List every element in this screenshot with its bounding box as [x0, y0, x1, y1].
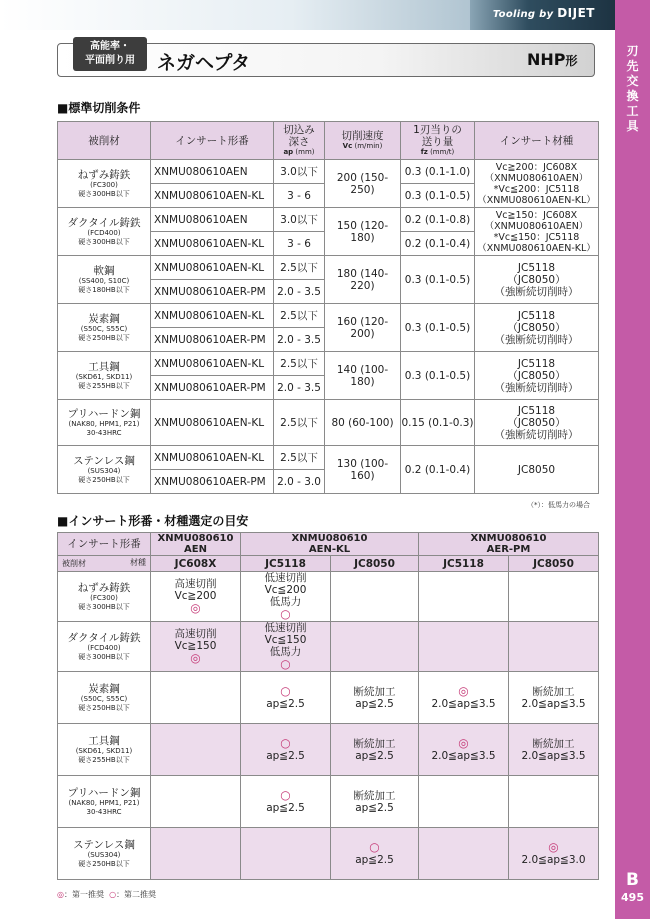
recommendation-cell	[419, 622, 509, 672]
grade-col-2: JC5118	[241, 556, 331, 572]
header-grade-label: 材種	[130, 558, 146, 567]
badge-line-2: 平面削り用	[85, 55, 135, 66]
recommendation-cell	[241, 672, 331, 724]
grade-selection-table	[57, 532, 599, 880]
side-char: 交	[626, 74, 639, 88]
grade-col-4: JC5118	[419, 556, 509, 572]
legend-second-symbol: ○	[109, 890, 117, 899]
feed-cell: 0.15 (0.1-0.3)	[401, 400, 475, 446]
recommendation-cell	[509, 672, 599, 724]
group-aen-l2: AEN	[184, 544, 207, 555]
grade-line: *Vc≦150：JC5118	[493, 231, 580, 243]
doc-cell: 2.5以下	[274, 256, 325, 280]
condition-text: ap≦2.5	[355, 749, 394, 762]
section-heading-grade-selection: ■インサート形番・材種選定の目安	[57, 514, 249, 528]
material-name: ステンレス鋼	[73, 838, 135, 851]
material-cell	[58, 446, 151, 494]
material-hardness: 30-43HRC	[86, 428, 122, 437]
grade-line: （強断続切削時）	[494, 285, 579, 298]
table-row	[58, 208, 599, 232]
table-row	[58, 446, 599, 470]
side-category-label	[615, 44, 650, 134]
recommendation-cell	[151, 828, 241, 880]
condition-text: 低馬力	[269, 596, 302, 608]
grade-line: （JC8050）	[507, 416, 566, 429]
legend-first-symbol: ◎	[57, 890, 64, 899]
header-speed-sym: Vc	[342, 142, 353, 150]
material-grade-code: (FCD400)	[87, 228, 121, 237]
group-aerpm-l1: XNMU080610	[470, 533, 547, 544]
condition-text: ap≦2.5	[355, 801, 394, 814]
material-name: 炭素鋼	[88, 682, 120, 695]
material-name: ステンレス鋼	[73, 454, 135, 467]
top-header-bar	[0, 0, 650, 30]
recommendation-cell	[241, 724, 331, 776]
table-row	[58, 828, 599, 880]
material-hardness: 硬さ250HB以下	[78, 703, 130, 712]
table-header-row	[58, 122, 599, 160]
condition-text: 2.0≦ap≦3.5	[431, 698, 496, 710]
series-code-text: NHP	[527, 50, 566, 69]
grade-line: JC5118	[517, 261, 556, 274]
recommendation-symbol: ◎	[190, 651, 201, 665]
table-row	[58, 256, 599, 280]
doc-cell: 2.5以下	[274, 446, 325, 470]
insert-cell: XNMU080610AEN-KL	[151, 304, 274, 328]
feed-cell: 0.2 (0.1-0.4)	[401, 446, 475, 494]
table-row	[58, 672, 599, 724]
material-name: 炭素鋼	[88, 312, 120, 325]
header-feed-sym: fz	[420, 148, 428, 156]
page-title: ネガヘプタ	[157, 52, 251, 74]
recommendation-symbol: ○	[280, 788, 291, 802]
grade-line: *Vc≦200：JC5118	[493, 183, 580, 195]
grade-cell	[475, 304, 599, 352]
group-aenkl-l1: XNMU080610	[291, 533, 368, 544]
header-doc-l1: 切込み	[283, 124, 315, 136]
material-cell	[58, 160, 151, 208]
recommendation-symbol: ◎	[548, 840, 559, 854]
material-grade-code: (SKD61, SKD11)	[75, 372, 133, 381]
material-grade-code: (FCD400)	[87, 643, 121, 652]
brand-logo	[470, 6, 595, 20]
material-cell	[58, 672, 151, 724]
feed-cell: 0.2 (0.1-0.8)	[401, 208, 475, 232]
insert-cell: XNMU080610AEN	[151, 208, 274, 232]
material-name: 工具鋼	[88, 360, 120, 373]
material-cell	[58, 828, 151, 880]
header-group-aen	[151, 533, 241, 556]
header-material-label: 被削材	[62, 559, 86, 568]
condition-text: ap≦2.5	[266, 750, 305, 762]
table-row	[58, 304, 599, 328]
grade-line: （XNMU080610AEN）	[484, 220, 589, 232]
header-speed-unit: (m/min)	[354, 142, 383, 150]
legend-first: ：第一推奨	[63, 890, 104, 899]
legend-second: ：第二推奨	[116, 890, 157, 899]
grade-cell	[475, 446, 599, 494]
doc-cell: 2.5以下	[274, 304, 325, 328]
grade-cell	[475, 160, 599, 208]
condition-text: Vc≧150	[174, 640, 217, 652]
side-char: 先	[626, 59, 639, 73]
recommendation-cell	[419, 828, 509, 880]
table-row	[58, 622, 599, 672]
brand-prefix: Tooling by	[492, 9, 554, 20]
grade-line: JC5118	[517, 357, 556, 370]
condition-text: 2.0≦ap≦3.5	[431, 750, 496, 762]
side-char: 工	[626, 104, 639, 118]
feed-cell: 0.3 (0.1-1.0)	[401, 160, 475, 184]
side-char: 刃	[626, 44, 639, 58]
recommendation-cell	[509, 572, 599, 622]
recommendation-cell	[509, 776, 599, 828]
condition-text: ap≦2.5	[266, 698, 305, 710]
grade-line: （JC8050）	[507, 273, 566, 286]
insert-cell: XNMU080610AEN-KL	[151, 184, 274, 208]
recommendation-cell	[419, 672, 509, 724]
recommendation-symbol: ○	[280, 684, 291, 698]
recommendation-cell	[419, 776, 509, 828]
material-hardness: 硬さ250HB以下	[78, 859, 130, 868]
condition-text: 高速切削	[174, 628, 217, 640]
material-grade-code: (FC300)	[90, 593, 118, 602]
group-aen-l1: XNMU080610	[157, 533, 234, 544]
material-grade-code: (FC300)	[90, 180, 118, 189]
recommendation-symbol: ○	[280, 736, 291, 750]
speed-cell: 180 (140-220)	[325, 256, 401, 304]
section-letter: B	[626, 870, 639, 890]
header-speed	[325, 122, 401, 160]
grade-line: （XNMU080610AEN）	[484, 172, 589, 184]
header-doc-sym: ap	[283, 148, 294, 156]
material-hardness: 30-43HRC	[86, 807, 122, 816]
grade-line: （XNMU080610AEN-KL）	[477, 242, 596, 254]
condition-text: 低速切削	[264, 572, 307, 584]
insert-cell: XNMU080610AER-PM	[151, 470, 274, 494]
series-code	[527, 50, 578, 69]
recommendation-cell	[331, 828, 419, 880]
material-cell	[58, 776, 151, 828]
insert-cell: XNMU080610AEN-KL	[151, 352, 274, 376]
header-feed-l1: 1刃当りの	[413, 124, 462, 136]
table-row	[58, 724, 599, 776]
grade-line: （XNMU080610AEN-KL）	[477, 194, 596, 206]
grade-col-1: JC608X	[151, 556, 241, 572]
material-cell	[58, 208, 151, 256]
insert-cell: XNMU080610AEN-KL	[151, 400, 274, 446]
grade-col-3: JC8050	[331, 556, 419, 572]
material-cell	[58, 304, 151, 352]
grade-line: Vc≧200：JC608X	[495, 161, 578, 173]
insert-cell: XNMU080610AEN-KL	[151, 232, 274, 256]
condition-text: 高速切削	[174, 578, 217, 590]
feed-cell: 0.3 (0.1-0.5)	[401, 304, 475, 352]
material-hardness: 硬さ300HB以下	[78, 189, 130, 198]
condition-text: 低馬力	[269, 646, 302, 658]
condition-text: Vc≧200	[174, 590, 217, 602]
material-grade-code: (SUS304)	[87, 466, 121, 475]
material-name: ねずみ鋳鉄	[77, 168, 131, 181]
footnote-low-power: （*）：低馬力の場合	[527, 501, 590, 509]
recommendation-symbol: ◎	[190, 601, 201, 615]
feed-cell: 0.3 (0.1-0.5)	[401, 256, 475, 304]
speed-cell: 160 (120-200)	[325, 304, 401, 352]
insert-cell: XNMU080610AER-PM	[151, 280, 274, 304]
doc-cell: 3 - 6	[274, 232, 325, 256]
condition-text: 2.0≦ap≦3.0	[521, 854, 586, 866]
brand-name: DIJET	[557, 6, 595, 20]
recommendation-cell	[419, 572, 509, 622]
grade-line: （強断続切削時）	[494, 428, 579, 441]
condition-text: 低速切削	[264, 622, 307, 634]
condition-text: ap≦2.5	[355, 854, 394, 866]
table-row	[58, 400, 599, 446]
grade-line: JC5118	[517, 404, 556, 417]
side-index-tab	[615, 0, 650, 919]
speed-cell: 200 (150-250)	[325, 160, 401, 208]
grade-cell	[475, 352, 599, 400]
grade-line: JC5118	[517, 309, 556, 322]
recommendation-cell	[241, 622, 331, 672]
table-row	[58, 776, 599, 828]
material-grade-code: (SUS304)	[87, 850, 121, 859]
condition-text: 断続加工	[353, 685, 396, 698]
doc-cell: 3.0以下	[274, 208, 325, 232]
material-hardness: 硬さ255HB以下	[78, 381, 130, 390]
header-grade: インサート材種	[475, 122, 599, 160]
material-hardness: 硬さ300HB以下	[78, 652, 130, 661]
header-feed	[401, 122, 475, 160]
recommendation-symbol: ○	[280, 657, 291, 671]
doc-cell: 2.0 - 3.0	[274, 470, 325, 494]
speed-cell: 140 (100-180)	[325, 352, 401, 400]
doc-cell: 2.5以下	[274, 400, 325, 446]
condition-text: Vc≦200	[264, 584, 307, 596]
grade-cell	[475, 400, 599, 446]
recommendation-cell	[331, 622, 419, 672]
header-doc	[274, 122, 325, 160]
condition-text: ap≦2.5	[266, 802, 305, 814]
material-name: ダクタイル鋳鉄	[67, 216, 141, 229]
page-number: 495	[621, 891, 644, 904]
feed-cell: 0.3 (0.1-0.5)	[401, 184, 475, 208]
recommendation-symbol: ◎	[458, 736, 469, 750]
material-grade-code: (S50C, S55C)	[80, 324, 128, 333]
material-hardness: 硬さ250HB以下	[78, 475, 130, 484]
feed-cell: 0.2 (0.1-0.4)	[401, 232, 475, 256]
material-grade-code: (NAK80, HPM1, P21)	[68, 419, 140, 428]
recommendation-cell	[241, 572, 331, 622]
grade-line: （JC8050）	[507, 321, 566, 334]
series-code-suffix: 形	[565, 54, 578, 68]
recommendation-cell	[151, 776, 241, 828]
recommendation-cell	[509, 828, 599, 880]
recommendation-symbol: ○	[369, 840, 380, 854]
material-hardness: 硬さ300HB以下	[78, 602, 130, 611]
material-cell	[58, 352, 151, 400]
insert-cell: XNMU080610AEN	[151, 160, 274, 184]
recommendation-legend	[57, 889, 156, 900]
insert-cell: XNMU080610AEN-KL	[151, 446, 274, 470]
insert-cell: XNMU080610AER-PM	[151, 328, 274, 352]
header-doc-unit: (mm)	[295, 148, 315, 156]
badge-line-1: 高能率・	[90, 41, 130, 52]
condition-text: 2.0≦ap≦3.5	[521, 749, 586, 762]
table-row	[58, 572, 599, 622]
header-group-aen-kl	[241, 533, 419, 556]
recommendation-cell	[331, 724, 419, 776]
grade-header-row	[58, 556, 599, 572]
material-grade-code: (SKD61, SKD11)	[75, 746, 133, 755]
recommendation-cell	[509, 724, 599, 776]
recommendation-cell	[331, 672, 419, 724]
recommendation-cell	[151, 622, 241, 672]
table-row	[58, 352, 599, 376]
grade-line: （強断続切削時）	[494, 333, 579, 346]
header-feed-unit: (mm/t)	[430, 148, 455, 156]
insert-cell: XNMU080610AER-PM	[151, 376, 274, 400]
material-hardness: 硬さ255HB以下	[78, 755, 130, 764]
side-char: 換	[626, 89, 639, 103]
condition-text: 断続加工	[532, 685, 575, 698]
material-cell	[58, 400, 151, 446]
material-name: プリハードン鋼	[67, 786, 141, 799]
speed-cell: 150 (120-180)	[325, 208, 401, 256]
side-char: 具	[626, 119, 639, 133]
grade-cell	[475, 256, 599, 304]
header-material: 被削材	[58, 122, 151, 160]
insert-cell: XNMU080610AEN-KL	[151, 256, 274, 280]
recommendation-cell	[151, 672, 241, 724]
material-name: 工具鋼	[88, 734, 120, 747]
condition-text: 断続加工	[353, 789, 396, 802]
recommendation-cell	[241, 828, 331, 880]
doc-cell: 2.0 - 3.5	[274, 376, 325, 400]
grade-line: Vc≧150：JC608X	[495, 209, 578, 221]
material-grade-code: (S50C, S55C)	[80, 694, 128, 703]
material-grade-code: (NAK80, HPM1, P21)	[68, 798, 140, 807]
recommendation-cell	[151, 572, 241, 622]
header-group-aer-pm	[419, 533, 599, 556]
condition-text: Vc≦150	[264, 634, 307, 646]
cutting-conditions-table	[57, 121, 599, 494]
recommendation-cell	[331, 572, 419, 622]
material-hardness: 硬さ180HB以下	[78, 285, 130, 294]
header-speed-l1: 切削速度	[341, 130, 384, 142]
doc-cell: 2.5以下	[274, 352, 325, 376]
material-name: ダクタイル鋳鉄	[67, 631, 141, 644]
doc-cell: 2.0 - 3.5	[274, 328, 325, 352]
material-name: 軟鋼	[93, 264, 115, 277]
material-hardness: 硬さ300HB以下	[78, 237, 130, 246]
header-insert: インサート形番	[151, 122, 274, 160]
doc-cell: 2.0 - 3.5	[274, 280, 325, 304]
material-name: ねずみ鋳鉄	[77, 581, 131, 594]
recommendation-cell	[419, 724, 509, 776]
table-row	[58, 160, 599, 184]
material-cell	[58, 622, 151, 672]
recommendation-cell	[151, 724, 241, 776]
doc-cell: 3 - 6	[274, 184, 325, 208]
condition-text: ap≦2.5	[355, 697, 394, 710]
grade-line: （強断続切削時）	[494, 381, 579, 394]
header-insert-no: インサート形番	[58, 533, 151, 556]
material-grade-code: (SS400, S10C)	[78, 276, 130, 285]
material-name: プリハードン鋼	[67, 407, 141, 420]
recommendation-symbol: ◎	[458, 684, 469, 698]
feed-cell: 0.3 (0.1-0.5)	[401, 352, 475, 400]
table-header-row	[58, 533, 599, 556]
material-cell	[58, 256, 151, 304]
material-cell	[58, 724, 151, 776]
condition-text: 2.0≦ap≦3.5	[521, 697, 586, 710]
recommendation-cell	[241, 776, 331, 828]
title-badge	[73, 37, 147, 71]
condition-text: 断続加工	[353, 737, 396, 750]
header-material-grade	[58, 556, 151, 572]
grade-line: （JC8050）	[507, 369, 566, 382]
header-doc-l2: 深さ	[288, 136, 310, 148]
recommendation-cell	[509, 622, 599, 672]
recommendation-symbol: ○	[280, 607, 291, 621]
header-feed-l2: 送り量	[421, 136, 454, 148]
speed-cell: 130 (100-160)	[325, 446, 401, 494]
group-aenkl-l2: AEN-KL	[308, 544, 351, 555]
header-gradient	[0, 0, 530, 30]
grade-col-5: JC8050	[509, 556, 599, 572]
section-heading-cutting-conditions: ■標準切削条件	[57, 101, 141, 115]
condition-text: 断続加工	[532, 737, 575, 750]
speed-cell: 80 (60-100)	[325, 400, 401, 446]
recommendation-cell	[331, 776, 419, 828]
doc-cell: 3.0以下	[274, 160, 325, 184]
grade-cell	[475, 208, 599, 256]
group-aerpm-l2: AER-PM	[486, 544, 531, 555]
grade-line: JC8050	[517, 463, 556, 476]
material-cell	[58, 572, 151, 622]
material-hardness: 硬さ250HB以下	[78, 333, 130, 342]
